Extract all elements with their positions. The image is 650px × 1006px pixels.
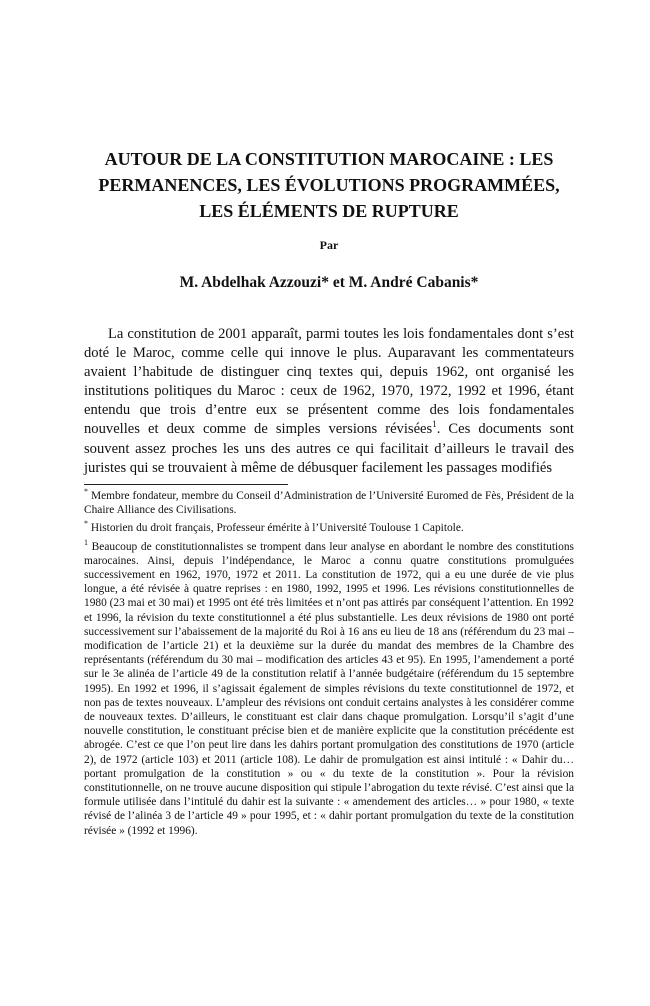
footnote-separator [84, 484, 288, 485]
body-paragraph [84, 325, 574, 478]
footnotes [84, 489, 574, 842]
body-text-part-1: La constitution de 2001 apparaît, parmi toutes les lois fondamentales dont s’est doté le Maroc, comme celle qui innove le plus. Auparavant les commentateurs avaient l’habitude de distinguer cinq textes qui, depuis 1962, ont organisé les institutions politiques du Maroc : ceux de 1962, 1970, 1972, 1992 et 1996, étant entendu que trois d’entre eux se présentent comme des lois fondamentales nouvelles et deux comme de simples versions révisées [84, 326, 574, 438]
footnote-reference-1[interactable]: 1 [432, 419, 437, 430]
author-names: M. Abdelhak Azzouzi* et M. André Cabanis* [179, 274, 479, 291]
footnote-mark: * [84, 487, 88, 497]
footnote-text: Membre fondateur, membre du Conseil d’Administration de l’Université Euromed de Fès, Président de la Chaire Alliance des Civilisations. [84, 490, 574, 517]
byline-label: Par [319, 238, 339, 252]
footnote-mark: * [84, 519, 88, 529]
footnote-mark: 1 [84, 537, 88, 547]
footnote-1 [84, 537, 574, 838]
footnote-author-1 [84, 489, 574, 517]
footnote-text: Historien du droit français, Professeur émérite à l’Université Toulouse 1 Capitole. [90, 522, 464, 535]
footnote-text: Beaucoup de constitutionnalistes se trompent dans leur analyse en abordant le nombre des constitutions marocaines. Ainsi, depuis l’indépendance, le Maroc a connu quatre constitutions promulguées successivement en 1962, 1970, 1972 et 2011. La constitution de 1972, qui a eu une durée de vie plus longue, a été révisée à quatre reprises : en 1980, 1992, 1995 et 1996. Les révisions constitutionnelles de 1980 (23 mai et 30 mai) et 1995 ont été très limitées et n’ont pas attirés par conséquent l’attention. En 1992 et 1996, la révision du texte constitutionnel a été plus substantielle. Les deux révisions de 1980 ont porté successivement sur l’abaissement de la majorité du Roi à 16 ans eu lieu de 18 ans (référendum du 23 mai – modification de l’article 21) et la deuxième sur la durée du mandat des membres de la Chambre des représentants (référendum du 30 mai – modification des articles 43 et 95). En 1995, l’amendement a porté sur le 3e alinéa de l’article 49 de la constitution relatif à l’année budgétaire (référendum du 15 septembre 1995). En 1992 et 1996, il s’agissait également de simples révisions du texte constitutionnel de 1972, et non pas de textes nouveaux. L’ampleur des révisions ont conduit certains analystes à les considérer comme de nouveaux textes. D’ailleurs, le constituant est clair dans chaque promulgation. Lorsqu’il s’agit d’une nouvelle constitution, le constituant précise bien et de manière explicite que la constitution précédente est abrogée. C’est ce que l’on peut lire dans les dahirs portant promulgation des constitutions de 1970 (article 2), de 1972 (article 103) et 2011 (article 108). Le dahir de promulgation est ainsi intitulé : « Dahir du… portant promulgation de la constitution » ou « du texte de la constitution ». Pour la révision constitutionnelle, on ne trouve aucune disposition qui stipule l’abrogation du texte révisé. C’est ainsi que la formule utilisée dans l’intitulé du dahir est la suivante : « amendement des articles… » pour 1980, « texte révisé de l’alinéa 3 de l’article 49 » pour 1995, et : « dahir portant promulgation du texte de la constitution révisée » (1992 et 1996). [84, 540, 574, 837]
body-text-part-2: . Ces documents sont souvent assez proches les uns des autres ce qui facilitait d’ailleurs le travail des juristes qui se trouvaient à même de débusquer facilement les passages modifiés [84, 421, 574, 476]
article-title: AUTOUR DE LA CONSTITUTION MAROCAINE : LES PERMANENCES, LES ÉVOLUTIONS PROGRAMMÉES, LES ÉLÉMENTS DE RUPTURE [98, 149, 560, 221]
footnote-author-2 [84, 521, 574, 535]
